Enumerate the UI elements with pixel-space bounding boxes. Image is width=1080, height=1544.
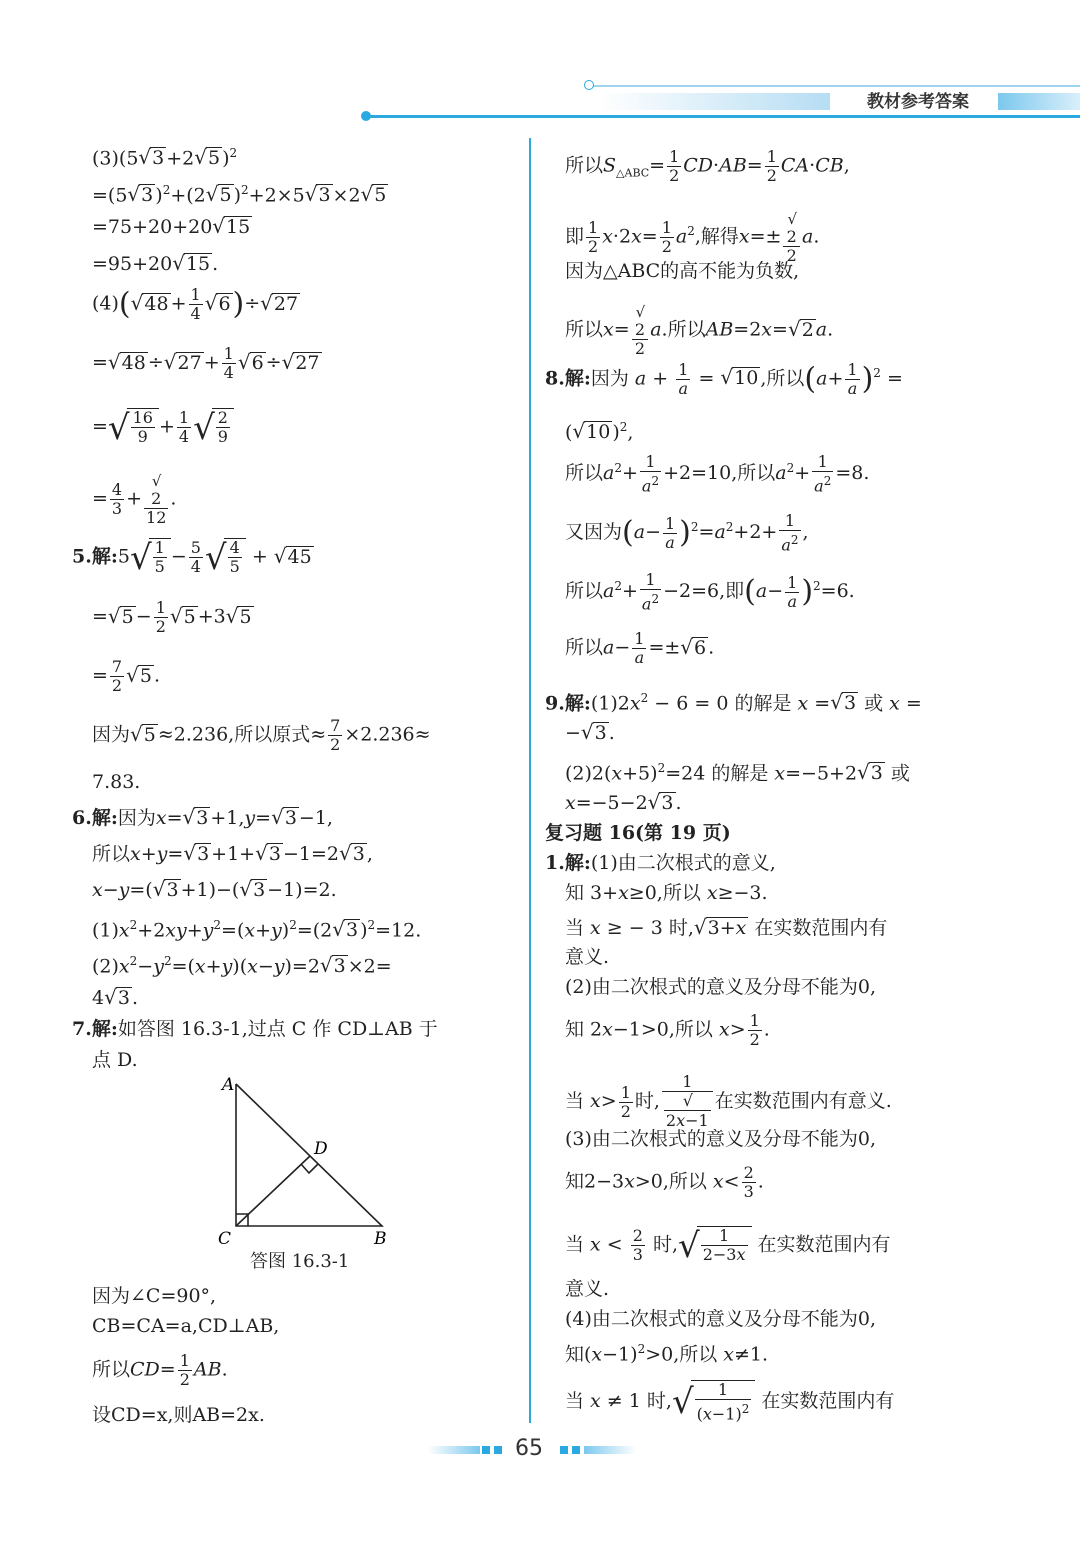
q5-line3: = $\frac{7}{2}$ √5 . bbox=[92, 657, 160, 695]
r1-line10: 当 x < $\frac{2}{3}$ 时,√ $\frac{1}{2-3x}$ 在实数范围内有 bbox=[565, 1225, 891, 1266]
r1-line13: 知$(x-1)^2>0$,所以 x≠1. bbox=[565, 1342, 769, 1366]
r1-line5: (2)由二次根式的意义及分母不能为0, bbox=[565, 976, 877, 998]
page-dot bbox=[560, 1446, 568, 1454]
eq-4-line2: =√48 ÷√27 + $\frac{1}{4}$ √6 ÷√27 bbox=[92, 344, 320, 382]
eq-3-line1: (3)(5√3 +2√5 )$^2$ bbox=[92, 145, 238, 170]
q7c-line2: 即 $\frac{1}{2}$ x·2x= $\frac{1}{2}$ $a^2$,解得x=± √ 2 2 a. bbox=[565, 210, 820, 265]
q5-line4: 因为√5 ≈2.236,所以原式≈ $\frac{7}{2}$ ×2.236≈ bbox=[92, 716, 431, 754]
q8-line5: 所以$a^2+$ $\frac{1}{a^2}$ −2=6,即(a− $\frac{1}{a}$ )$^2$=6. bbox=[565, 570, 855, 614]
header-thin-line bbox=[592, 85, 1080, 87]
eq-4-line4: = $\frac{4}{3}$ + √ 2 12 . bbox=[92, 472, 177, 527]
page-dot bbox=[572, 1446, 580, 1454]
eq-4-line3: =√ $\frac{16}{9}$ + $\frac{1}{4}$ √ $\frac{2}{9}$ bbox=[92, 408, 234, 446]
q8-line2: (√10 )$^2$, bbox=[565, 419, 634, 444]
q6-line4: $(1)x^2+2xy+y^2=(x+y)^2=(2√3$ )$^2$=12. bbox=[92, 917, 422, 942]
q7c-line1: 所以$S_{\triangle ABC}=$ $\frac{1}{2}$ CD·AB= $\frac{1}{2}$ CA·CB, bbox=[565, 147, 850, 185]
figure-caption: 答图 16.3-1 bbox=[250, 1251, 350, 1272]
page-dot bbox=[482, 1446, 490, 1454]
q7-line5: 所以CD= $\frac{1}{2}$ AB. bbox=[92, 1351, 228, 1389]
q8-line4: 又因为(a− $\frac{1}{a}$ )$^2=a^2+2+$ $\frac{1}{a^2}$ , bbox=[565, 511, 809, 555]
q8-line1: 8.解:因为 a + $\frac{1}{a}$ = √10 ,所以(a+ $\frac{1}{a}$ )$^2$ = bbox=[545, 359, 903, 398]
r1-line14: 当 x ≠ 1 时,√ $\frac{1}{(x-1)^2}$ 在实数范围内有 bbox=[565, 1380, 895, 1424]
r1-text1: (1)由二次根式的意义, bbox=[590, 852, 776, 874]
page-bar-right bbox=[584, 1446, 636, 1454]
eq-3-line2: =(5√3 )$^2$+(2√5 )$^2$+2×5√3 ×2√5 bbox=[92, 182, 387, 207]
q6-label: 6.解: bbox=[72, 807, 118, 829]
q5-label: 5.解: bbox=[72, 545, 118, 568]
header-title: 教材参考答案 bbox=[867, 92, 969, 112]
eq-4-line1: (4)(√48 + $\frac{1}{4}$ √6)÷√27 bbox=[92, 285, 299, 323]
header-gradient-bar bbox=[600, 93, 830, 110]
label-b: B bbox=[374, 1229, 387, 1249]
q7c-line3: 因为△ABC的高不能为负数, bbox=[565, 260, 800, 282]
r1-line1 bbox=[545, 850, 776, 876]
r1-line12: (4)由二次根式的意义及分母不能为0, bbox=[565, 1308, 877, 1330]
r1-line3: 当 x ≥ − 3 时,√3+x 在实数范围内有 bbox=[565, 915, 888, 939]
q9-label: 9.解: bbox=[545, 692, 591, 715]
header-ring-dot bbox=[584, 80, 594, 90]
r1-line8: (3)由二次根式的意义及分母不能为0, bbox=[565, 1128, 877, 1150]
q9-line4: x=−5−2√3 . bbox=[565, 790, 682, 814]
r1-line4: 意义. bbox=[565, 946, 610, 968]
q9-line2: −√3 . bbox=[565, 720, 615, 744]
q7c-line4: 所以x= √ 2 2 a.所以AB=2x=√2 a. bbox=[565, 303, 834, 358]
q9-line3: $(2)2(x+5)^2=24$ 的解是 x=−5+2√3 或 bbox=[565, 760, 910, 785]
q9-line1: 9.解$:(1)2x^2 - 6 = 0$ 的解是 x =√3 或 x = bbox=[545, 690, 922, 715]
header-gradient-bar-right bbox=[998, 93, 1080, 110]
page-number: 65 bbox=[515, 1436, 543, 1461]
r1-line7: 当 x> $\frac{1}{2}$ 时, 1 √ 2x−1 在实数范围内有意义. bbox=[565, 1072, 892, 1130]
q7-line3: 因为∠C=90°, bbox=[92, 1285, 217, 1307]
r1-label: 1.解: bbox=[545, 852, 591, 874]
q8-line6: 所以a− $\frac{1}{a}$ =±√6 . bbox=[565, 629, 715, 667]
r1-line9: 知2−3x>0,所以 x< $\frac{2}{3}$ . bbox=[565, 1163, 764, 1201]
label-c: C bbox=[218, 1229, 232, 1249]
q7-label: 7.解: bbox=[72, 1018, 118, 1040]
q5-line5: 7.83. bbox=[92, 771, 141, 793]
label-a: A bbox=[222, 1075, 235, 1095]
review-title: 复习题 16(第 19 页) bbox=[545, 822, 731, 844]
q6-line2: 所以x+y=√3 +1+√3 −1=2√3 , bbox=[92, 841, 373, 865]
page-dot bbox=[494, 1446, 502, 1454]
q5-line2: =√5 − $\frac{1}{2}$ √5 +3√5 bbox=[92, 598, 252, 636]
eq-3-line3: =75+20+20√15 bbox=[92, 214, 251, 238]
r1-line11: 意义. bbox=[565, 1278, 610, 1300]
r1-line6: 知 2x−1>0,所以 x> $\frac{1}{2}$ . bbox=[565, 1011, 770, 1049]
header-line bbox=[366, 115, 1080, 118]
q7-line2: 点 D. bbox=[92, 1049, 138, 1071]
q6-line3: x−y=(√3 +1)−(√3 −1)=2. bbox=[92, 877, 337, 901]
q6-line6: 4√3 . bbox=[92, 985, 138, 1009]
column-divider bbox=[529, 138, 531, 1423]
label-d: D bbox=[314, 1139, 328, 1159]
triangle-figure bbox=[210, 1070, 410, 1250]
q7-line1 bbox=[72, 1016, 438, 1042]
page-bar-left bbox=[428, 1446, 480, 1454]
q7-line4: CB=CA=a,CD⊥AB, bbox=[92, 1315, 280, 1337]
q8-label: 8.解: bbox=[545, 367, 591, 390]
q5-line1: 5.解:5√ $\frac{1}{5}$ − $\frac{5}{4}$ √ $\frac{4}{5}$ + √45 bbox=[72, 537, 312, 578]
q7-line6: 设CD=x,则AB=2x. bbox=[92, 1404, 265, 1426]
q7-text1: 如答图 16.3-1,过点 C 作 CD⊥AB 于 bbox=[117, 1018, 438, 1040]
q8-line3: 所以$a^2+$ $\frac{1}{a^2}$ +2=10,所以$a^2+$ $\frac{1}{a^2}$ =8. bbox=[565, 452, 870, 496]
r1-line2: 知 3+x≥0,所以 x≥−3. bbox=[565, 882, 768, 904]
q6-line1: 6.解:因为x=√3 +1,y=√3 −1, bbox=[72, 805, 333, 829]
q6-line5: $(2)x^2-y^2=(x+y)(x-y)=2√3 \times 2=$ bbox=[92, 953, 392, 978]
eq-3-line4: =95+20√15 . bbox=[92, 251, 219, 275]
